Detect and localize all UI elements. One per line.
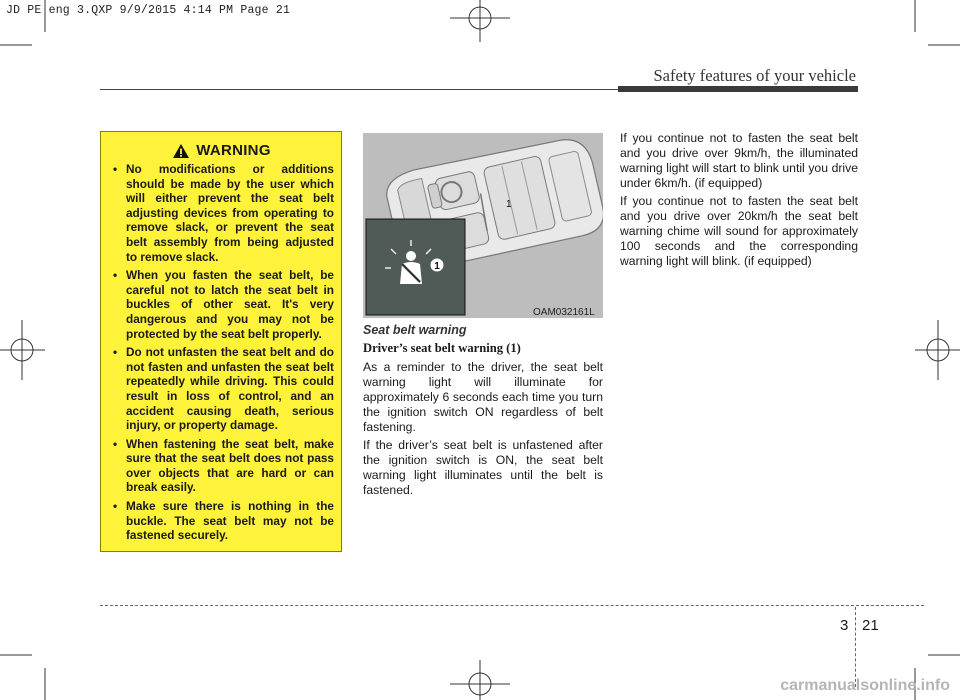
warning-title: WARNING [196,142,271,159]
header-rule [100,89,620,90]
callout-badge-number: 1 [434,261,440,272]
warning-item: • When you fasten the seat belt, be careful not to latch the seat belt in buckles of other seat. It's very dangerous and you may not be protected by the seat belt properly. [109,268,334,341]
footer-rule [100,605,924,606]
body-paragraph: If you continue not to fasten the seat belt and you drive over 20km/h the seat belt warning chime will sound for approximately 100 seconds and the corresponding warning light will blink. (if equipped) [620,194,858,268]
chapter-number: 3 [840,617,849,634]
section-title: Safety features of your vehicle [653,66,856,85]
car-interior-illustration [363,133,603,318]
figure-callout-number: 1 [506,199,512,210]
print-slug: JD PE eng 3.QXP 9/9/2015 4:14 PM Page 21 [6,4,291,17]
content-column-middle [363,323,603,501]
paragraph-heading: Driver’s seat belt warning (1) [363,341,521,355]
warning-list [109,162,334,543]
warning-header [109,142,334,159]
body-paragraph: If the driver’s seat belt is unfastened after the ignition switch is ON, the seat belt warning light illuminates until the belt is fastened. [363,438,603,497]
figure-code: OAM032161L [533,307,595,318]
seat-belt-indicator-panel [366,219,465,315]
footer-divider [855,607,856,687]
watermark: carmanualsonline.info [780,677,950,694]
warning-item: • When fastening the seat belt, make sure that the seat belt does not pass over objects that are hard or can break easily. [109,437,334,495]
content-column-right [620,131,858,272]
body-paragraph: As a reminder to the driver, the seat belt warning light will illuminate for approximately 6 seconds each time you turn the ignition switch ON regardless of belt fastening. [363,360,603,434]
warning-item: • Do not unfasten the seat belt and do not fasten and unfasten the seat belt repeatedly while driving. This could result in loss of control, and an accident causing death, serious injury, or property damage. [109,345,334,433]
body-paragraph: If you continue not to fasten the seat belt and you drive over 9km/h, the illuminated warning light will start to blink until you drive under 6km/h. (if equipped) [620,131,858,190]
warning-box [100,131,342,552]
seat-belt-illustration [363,133,603,318]
header-accent-bar [618,86,858,92]
warning-item: • Make sure there is nothing in the buckle. The seat belt may not be fastened securely. [109,499,334,543]
page-number: 21 [862,617,879,634]
warning-item: • No modifications or additions should be made by the user which will either prevent the seat belt adjusting devices from operating to remove slack, or prevent the seat belt assembly from being adjusted to remove slack. [109,162,334,264]
subheading: Seat belt warning [363,323,467,337]
warning-triangle-icon [172,143,190,159]
